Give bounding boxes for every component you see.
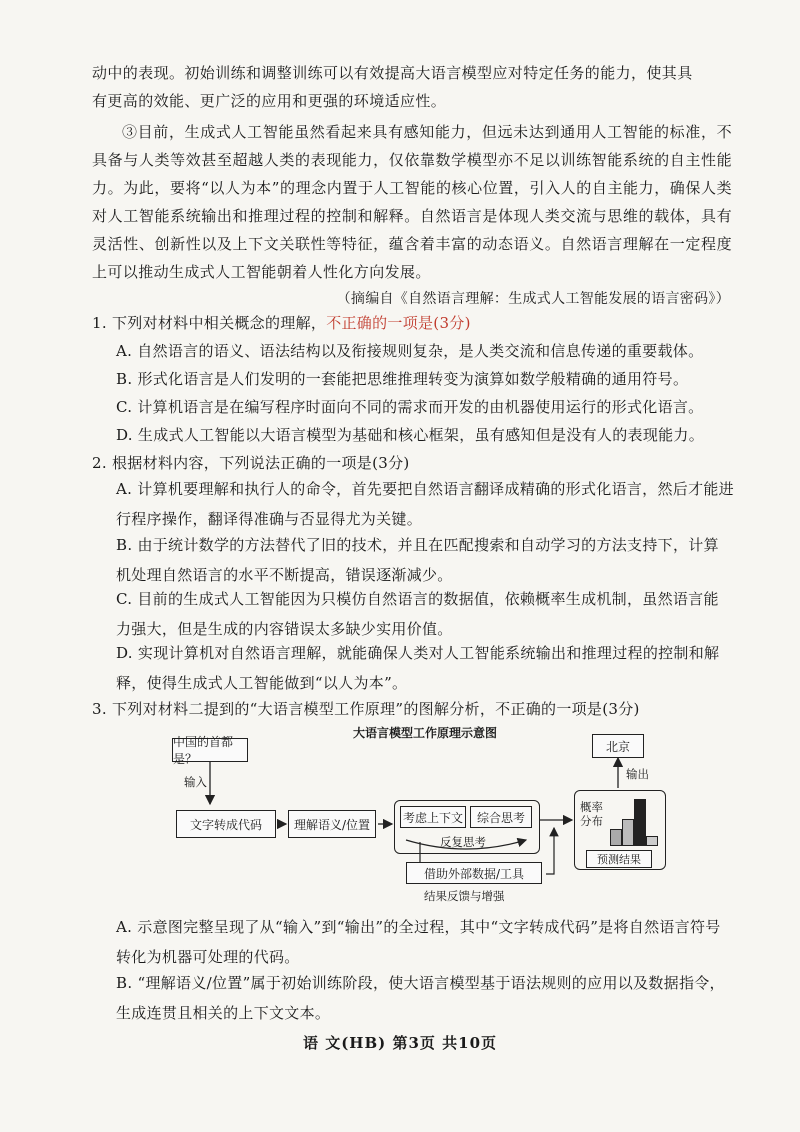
question-2-stem: 2. 根据材料内容，下列说法正确的一项是(3分)	[92, 454, 410, 472]
encode-box: 文字转成代码	[176, 810, 276, 838]
context-box: 考虑上下文	[400, 806, 466, 828]
question-1-option-c: C. 计算机语言是在编写程序时面向不同的需求而开发的由机器使用运行的形式化语言。	[116, 398, 704, 416]
question-1-stem-a: 1. 下列对材料中相关概念的理解，	[92, 314, 327, 332]
question-2-option-b: B. 由于统计数学的方法替代了旧的技术，并且在匹配搜索和自动学习的方法支持下，计算机处理自然语言的水平不断提高，错误逐渐减少。	[116, 536, 719, 584]
intro-line-1: 动中的表现。初始训练和调整训练可以有效提高大语言模型应对特定任务的能力，使其具	[92, 64, 693, 82]
prob-bars	[610, 796, 660, 846]
predict-box: 预测结果	[586, 850, 652, 868]
question-2-option-a: A. 计算机要理解和执行人的命令，首先要把自然语言翻译成精确的形式化语言，然后才能进行程序操作，翻译得准确与否显得尤为关键。	[116, 480, 734, 528]
feedback-label: 结果反馈与增强	[424, 889, 505, 903]
synthesis-box: 综合思考	[470, 806, 532, 828]
question-1-option-b: B. 形式化语言是人们发明的一套能把思维推理转变为演算如数学般精确的通用符号。	[116, 370, 689, 388]
understand-box: 理解语义/位置	[288, 810, 376, 838]
input-label: 输入	[184, 775, 207, 789]
question-3-option-b: B. “理解语义/位置”属于初始训练阶段，使大语言模型基于语法规则的应用以及数据指令，生成连贯且相关的上下文文本。	[116, 974, 725, 1022]
intro-line-2: 有更高的效能、更广泛的应用和更强的环境适应性。	[92, 92, 447, 110]
question-3-stem: 3. 下列对材料二提到的“大语言模型工作原理”的图解分析，不正确的一项是(3分)	[92, 700, 640, 718]
question-1-option-d: D. 生成式人工智能以大语言模型为基础和核心框架，虽有感知但是没有人的表现能力。	[116, 426, 705, 444]
question-3-option-a: A. 示意图完整呈现了从“输入”到“输出”的全过程，其中“文字转成代码”是将自然语言符号转化为机器可处理的代码。	[116, 918, 721, 966]
prob-bar-2	[622, 819, 634, 846]
paragraph-3: ③目前，生成式人工智能虽然看起来具有感知能力，但远未达到通用人工智能的标准，不具备与人类等效甚至超越人类的表现能力，仅依靠数学模型亦不足以训练智能系统的自主性能力。为此，要将“以人为本”的理念内置于人工智能的核心位置，引入人的自主能力，确保人类对人工智能系统输出和推理过程的控制和解释。自然语言是体现人类交流与思维的载体，具有灵活性、创新性以及上下文关联性等特征，蕴含着丰富的动态语义。自然语言理解在一定程度上可以推动生成式人工智能朝着人性化方向发展。	[92, 123, 732, 281]
question-box: 中国的首都是？	[172, 738, 248, 762]
prob-bar-4	[646, 836, 658, 846]
page-footer: 语 文(HB) 第3页 共10页	[302, 1034, 498, 1052]
prob-bar-3	[634, 799, 646, 846]
question-1-stem	[92, 312, 471, 333]
question-2-option-c: C. 目前的生成式人工智能因为只模仿自然语言的数据值，依赖概率生成机制，虽然语言能力强大，但是生成的内容错误太多缺少实用价值。	[116, 590, 719, 638]
output-label: 输出	[626, 767, 649, 781]
llm-workflow-diagram	[170, 724, 680, 904]
question-2-option-d: D. 实现计算机对自然语言理解，就能确保人类对人工智能系统输出和推理过程的控制和解释，使得生成式人工智能做到“以人为本”。	[116, 644, 720, 692]
question-1-option-a: A. 自然语言的语义、语法结构以及衔接规则复杂，是人类交流和信息传递的重要载体。	[116, 342, 704, 360]
prob-bar-1	[610, 829, 622, 846]
diagram-title: 大语言模型工作原理示意图	[352, 726, 497, 740]
question-1-stem-b: 不正确的一项是(3分)	[326, 314, 471, 332]
prob-label: 概率分布	[580, 800, 603, 828]
source-citation: （摘编自《自然语言理解：生成式人工智能发展的语言密码》）	[336, 291, 730, 307]
loop-label: 反复思考	[440, 835, 486, 849]
external-data-box: 借助外部数据/工具	[406, 862, 542, 884]
answer-box: 北京	[592, 734, 644, 758]
